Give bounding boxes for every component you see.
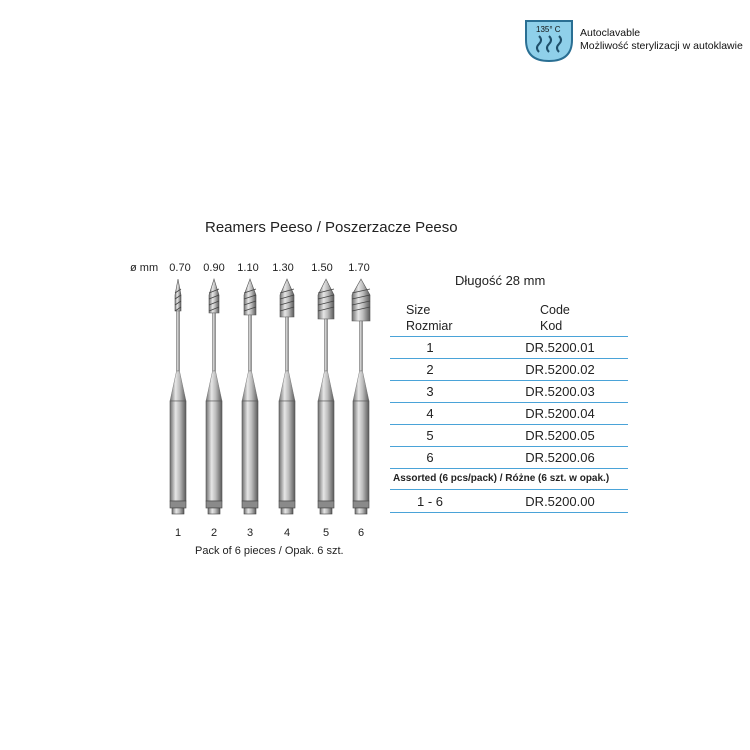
diameter-value: 1.30 <box>272 262 294 274</box>
table-header-rule <box>390 317 628 337</box>
reamer <box>206 279 222 514</box>
code-header-pl: Kod <box>540 319 563 333</box>
reamers-illustration <box>150 275 390 525</box>
reamer-number: 5 <box>322 527 330 539</box>
reamer <box>242 279 258 514</box>
reamer <box>352 279 370 514</box>
table-row <box>390 403 628 425</box>
length-label: Długość 28 mm <box>455 273 546 288</box>
table-row <box>390 381 628 403</box>
diameter-value: 0.90 <box>203 262 225 274</box>
table-row <box>390 425 628 447</box>
size-cell: 1 - 6 <box>416 494 443 509</box>
diameter-value: 1.10 <box>237 262 259 274</box>
reamer <box>170 279 186 514</box>
table-row <box>390 337 628 359</box>
pack-note: Pack of 6 pieces / Opak. 6 szt. <box>195 545 344 557</box>
reamer-number: 1 <box>174 527 182 539</box>
reamer-number: 3 <box>246 527 254 539</box>
code-header: Code <box>540 303 570 317</box>
sterilization-temperature: 135° C <box>536 25 561 34</box>
autoclavable-label-pl: Możliwość sterylizacji w autoklawie <box>580 40 743 52</box>
reamer <box>279 279 295 514</box>
code-cell: DR.5200.01 <box>525 340 595 355</box>
size-cell: 5 <box>426 428 434 443</box>
autoclavable-badge <box>523 18 750 68</box>
reamer-number: 2 <box>210 527 218 539</box>
size-header-pl: Rozmiar <box>406 319 453 333</box>
size-cell: 1 <box>426 340 434 355</box>
code-cell: DR.5200.02 <box>525 362 595 377</box>
assorted-label: Assorted (6 pcs/pack) / Różne (6 szt. w opak.) <box>393 473 610 484</box>
size-cell: 4 <box>426 406 434 421</box>
reamer-number: 6 <box>357 527 365 539</box>
diameter-value: 1.70 <box>348 262 370 274</box>
size-header: Size <box>406 303 431 317</box>
reamer-number: 4 <box>283 527 291 539</box>
code-cell: DR.5200.05 <box>525 428 595 443</box>
code-cell: DR.5200.04 <box>525 406 595 421</box>
code-cell: DR.5200.03 <box>525 384 595 399</box>
autoclavable-label: Autoclavable <box>580 27 641 39</box>
code-cell: DR.5200.06 <box>525 450 595 465</box>
reamer <box>318 279 334 514</box>
size-cell: 6 <box>426 450 434 465</box>
table-row-assorted <box>390 491 628 513</box>
assorted-rule <box>390 469 628 490</box>
diameter-label: ø mm <box>130 262 159 274</box>
table-row <box>390 359 628 381</box>
diameter-value: 0.70 <box>169 262 191 274</box>
diameter-value: 1.50 <box>311 262 333 274</box>
code-cell: DR.5200.00 <box>525 494 595 509</box>
table-row <box>390 447 628 469</box>
product-title: Reamers Peeso / Poszerzacze Peeso <box>205 219 458 236</box>
size-cell: 2 <box>426 362 434 377</box>
size-cell: 3 <box>426 384 434 399</box>
